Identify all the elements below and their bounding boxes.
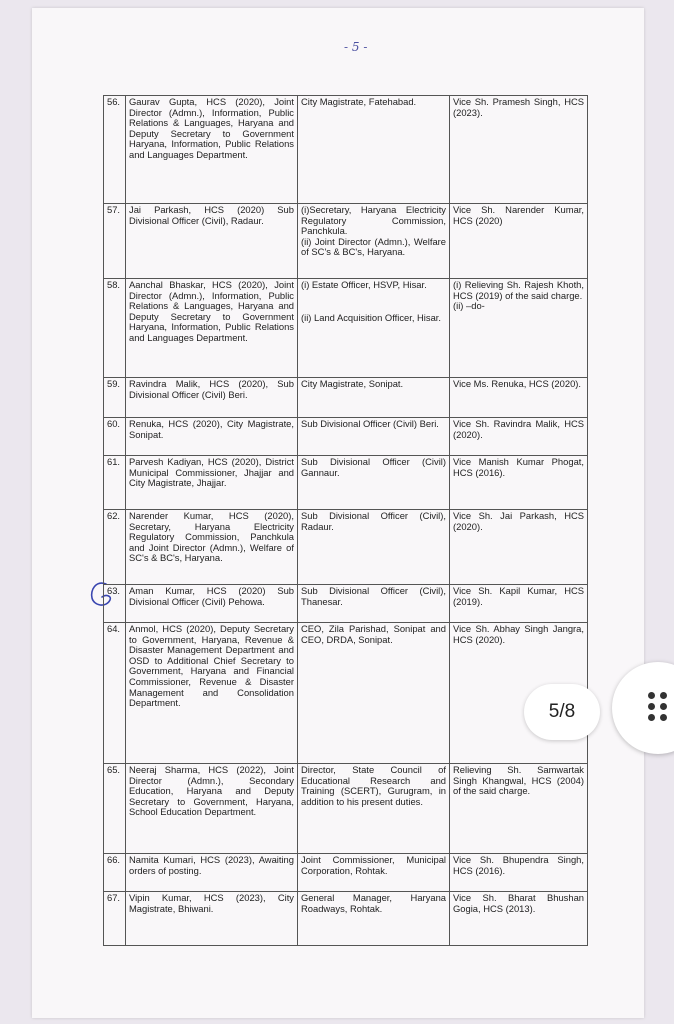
posting-line: (i)Secretary, Haryana Electricity Regulatory Commission, Panchkula. bbox=[301, 204, 446, 237]
serial-number: 56. bbox=[104, 96, 126, 204]
page-indicator: 5/8 bbox=[524, 684, 600, 740]
serial-number: 58. bbox=[104, 279, 126, 378]
posting-line: (i) Estate Officer, HSVP, Hisar. bbox=[301, 279, 427, 290]
posting-line: (ii) Land Acquisition Officer, Hisar. bbox=[301, 311, 441, 323]
remark-line: (ii) –do- bbox=[453, 300, 485, 312]
remarks bbox=[450, 279, 588, 378]
posted-as: CEO, Zila Parishad, Sonipat and CEO, DRDA, Sonipat. bbox=[298, 623, 450, 764]
officer-details: Aman Kumar, HCS (2020) Sub Divisional Officer (Civil) Pehowa. bbox=[126, 585, 298, 623]
remarks: Vice Sh. Ravindra Malik, HCS (2020). bbox=[450, 418, 588, 456]
remarks: Vice Sh. Narender Kumar, HCS (2020) bbox=[450, 204, 588, 279]
serial-number: 63. bbox=[104, 585, 126, 623]
remarks: Relieving Sh. Samwartak Singh Khangwal, HCS (2004) of the said charge. bbox=[450, 764, 588, 854]
posted-as: Sub Divisional Officer (Civil), Thanesar. bbox=[298, 585, 450, 623]
posting-line: (ii) Joint Director (Admn.), Welfare of SC's & BC's, Haryana. bbox=[301, 235, 446, 258]
officer-details: Neeraj Sharma, HCS (2022), Joint Director (Admn.), Secondary Education, Haryana and Deputy Secretary to Government, Haryana, School Education Department. bbox=[126, 764, 298, 854]
table-row bbox=[104, 585, 588, 623]
table-row bbox=[104, 204, 588, 279]
posted-as: City Magistrate, Sonipat. bbox=[298, 378, 450, 418]
remarks: Vice Manish Kumar Phogat, HCS (2016). bbox=[450, 456, 588, 510]
transfer-orders-table bbox=[103, 95, 588, 946]
serial-number: 60. bbox=[104, 418, 126, 456]
posted-as bbox=[298, 279, 450, 378]
serial-number: 67. bbox=[104, 892, 126, 946]
posted-as: Director, State Council of Educational Research and Training (SCERT), Gurugram, in addition to his present duties. bbox=[298, 764, 450, 854]
remarks: Vice Ms. Renuka, HCS (2020). bbox=[450, 378, 588, 418]
remarks: Vice Sh. Pramesh Singh, HCS (2023). bbox=[450, 96, 588, 204]
officer-details: Narender Kumar, HCS (2020), Secretary, Haryana Electricity Regulatory Commission, Panchkula and Joint Director (Admn.), Welfare of SC's & BC's, Haryana. bbox=[126, 510, 298, 585]
officer-details: Renuka, HCS (2020), City Magistrate, Sonipat. bbox=[126, 418, 298, 456]
officer-details: Vipin Kumar, HCS (2023), City Magistrate, Bhiwani. bbox=[126, 892, 298, 946]
remarks: Vice Sh. Bharat Bhushan Gogia, HCS (2013). bbox=[450, 892, 588, 946]
serial-number: 66. bbox=[104, 854, 126, 892]
posted-as: Sub Divisional Officer (Civil) Beri. bbox=[298, 418, 450, 456]
posted-as: Sub Divisional Officer (Civil) Gannaur. bbox=[298, 456, 450, 510]
remarks: Vice Sh. Bhupendra Singh, HCS (2016). bbox=[450, 854, 588, 892]
officer-details: Namita Kumari, HCS (2023), Awaiting orders of posting. bbox=[126, 854, 298, 892]
serial-number: 59. bbox=[104, 378, 126, 418]
page-number: - 5 - bbox=[344, 40, 368, 54]
officer-details: Ravindra Malik, HCS (2020), Sub Divisional Officer (Civil) Beri. bbox=[126, 378, 298, 418]
remark-line: (i) Relieving Sh. Rajesh Khoth, HCS (2019) of the said charge. bbox=[453, 279, 584, 301]
serial-number: 64. bbox=[104, 623, 126, 764]
officer-details: Anmol, HCS (2020), Deputy Secretary to Government, Haryana, Revenue & Disaster Management Department and OSD to Additional Chief Secretary to Government, Haryana and Financial Commissioner, Revenue & Disaster Management and Consolidation Department. bbox=[126, 623, 298, 764]
table-row bbox=[104, 279, 588, 378]
remarks: Vice Sh. Abhay Singh Jangra, HCS (2020). bbox=[450, 623, 588, 764]
serial-number: 57. bbox=[104, 204, 126, 279]
table-row bbox=[104, 418, 588, 456]
table-row bbox=[104, 456, 588, 510]
posted-as bbox=[298, 204, 450, 279]
grid-dots-icon bbox=[648, 692, 668, 722]
table-row bbox=[104, 854, 588, 892]
posted-as: Sub Divisional Officer (Civil), Radaur. bbox=[298, 510, 450, 585]
officer-details: Aanchal Bhaskar, HCS (2020), Joint Director (Admn.), Information, Public Relations & Languages, Haryana and Deputy Secretary to Government Haryana, Information, Public Relations and Languages Department. bbox=[126, 279, 298, 378]
table-row bbox=[104, 510, 588, 585]
posted-as: Joint Commissioner, Municipal Corporation, Rohtak. bbox=[298, 854, 450, 892]
officer-details: Jai Parkash, HCS (2020) Sub Divisional Officer (Civil), Radaur. bbox=[126, 204, 298, 279]
officer-details: Parvesh Kadiyan, HCS (2020), District Municipal Commissioner, Jhajjar and City Magistrate, Jhajjar. bbox=[126, 456, 298, 510]
table-row bbox=[104, 623, 588, 764]
remarks: Vice Sh. Jai Parkash, HCS (2020). bbox=[450, 510, 588, 585]
officer-details: Gaurav Gupta, HCS (2020), Joint Director (Admn.), Information, Public Relations & Languages, Haryana and Deputy Secretary to Government Haryana, Information, Public Relations and Languages Department. bbox=[126, 96, 298, 204]
table-row bbox=[104, 764, 588, 854]
remarks: Vice Sh. Kapil Kumar, HCS (2019). bbox=[450, 585, 588, 623]
posted-as: General Manager, Haryana Roadways, Rohtak. bbox=[298, 892, 450, 946]
posted-as: City Magistrate, Fatehabad. bbox=[298, 96, 450, 204]
table-row bbox=[104, 96, 588, 204]
serial-number: 62. bbox=[104, 510, 126, 585]
table-row bbox=[104, 378, 588, 418]
serial-number: 61. bbox=[104, 456, 126, 510]
serial-number: 65. bbox=[104, 764, 126, 854]
table-row bbox=[104, 892, 588, 946]
